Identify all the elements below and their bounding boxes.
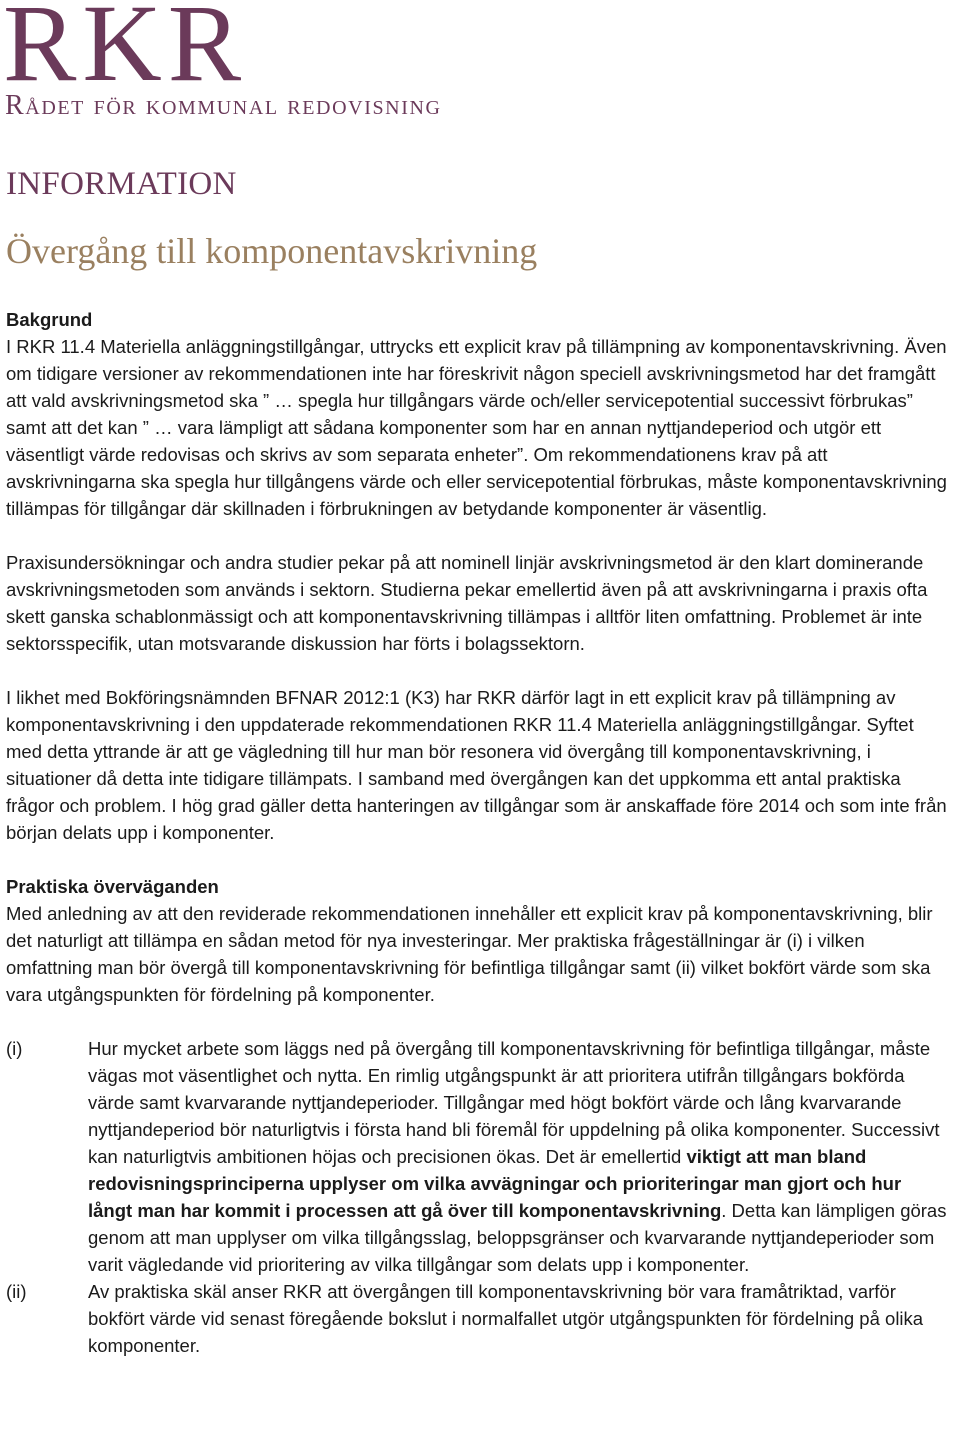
paragraph-bakgrund-1: I RKR 11.4 Materiella anläggningstillgångar, uttrycks ett explicit krav på tillämpning av komponentavskrivning. Även om tidigare versioner av rekommendationen inte har föreskrivit någon speciell avskrivningsmetod har det framgått att vald avskrivningsmetod ska ” … spegla hur tillgångars värde och/eller servicepotential successivt förbrukas” samt att det kan ” … vara lämpligt att sådana komponenter som har en annan nyttjandeperiod och utgör ett väsentligt värde redovisas och skrivs av som separata enheter”. Om rekommendationens krav på att avskrivningarna ska spegla hur tillgångens värde och eller servicepotential förbrukas, måste komponentavskrivning tillämpas för tillgångar där skillnaden i förbrukningen av betydande komponenter är väsentlig. <box>6 336 947 519</box>
considerations-list <box>6 1035 950 1359</box>
paragraph-bakgrund-3: I likhet med Bokföringsnämnden BFNAR 2012:1 (K3) har RKR därför lagt in ett explicit krav på tillämpning av komponentavskrivning i den uppdaterade rekommendationen RKR 11.4 Materiella anläggningstillgångar. Syftet med detta yttrande är att ge vägledning till hur man bör resonera vid övergång till komponentavskrivning, i situationer då detta inte tidigare tillämpats. I samband med övergången kan det uppkomma ett antal praktiska frågor och problem. I hög grad gäller detta hanteringen av tillgångar som är anskaffade före 2014 och som inte från början delats upp i komponenter. <box>6 687 947 843</box>
list-marker: (ii) <box>6 1281 27 1302</box>
list-item-text-bold: viktigt att man bland redovisningsprinciperna upplyser om vilka avvägningar och prioriteringar man gjort och hur långt man har kommit i processen att gå över till komponentavskrivning <box>88 1146 902 1221</box>
paragraph-praktiska-1: Med anledning av att den reviderade rekommendationen innehåller ett explicit krav på komponentavskrivning, blir det naturligt att tillämpa en sådan metod för nya investeringar. Mer praktiska frågeställningar är (i) i vilken omfattning man bör övergå till komponentavskrivning för befintliga tillgångar samt (ii) vilket bokfört värde som ska vara utgångspunkten för fördelning på komponenter. <box>6 903 933 1005</box>
document-title: Övergång till komponentavskrivning <box>6 231 538 271</box>
list-item-text-plain: Hur mycket arbete som läggs ned på övergång till komponentavskrivning för befintliga tillgångar, måste vägas mot väsentlighet och nytta. En rimlig utgångspunkt är att prioritera utifrån tillgångars bokförda värde samt kvarvarande nyttjandeperioder. Tillgångar med högt bokfört värde och lång kvarvarande nyttjandeperiod bör naturligtvis i första hand bli föremål för uppdelning på olika komponenter. Successivt kan naturligtvis ambitionen höjas och precisionen ökas. Det är emellertid <box>88 1038 940 1167</box>
section-praktiska <box>6 873 950 1008</box>
rkr-logo: RKR <box>3 0 248 104</box>
list-marker: (i) <box>6 1038 23 1059</box>
section-bakgrund <box>6 306 950 846</box>
list-item <box>6 1278 950 1359</box>
document-body <box>6 306 950 1359</box>
organization-tagline: Rådet för kommunal redovisning <box>5 90 442 121</box>
heading-praktiska: Praktiska överväganden <box>6 876 219 897</box>
list-item-text <box>88 1278 950 1359</box>
list-item-text-plain-end: . Detta kan lämpligen göras genom att man upplyser om vilka tillgångsslag, beloppsgränser och kvarvarande nyttjandeperioder som varit vägledande vid prioritering av vilka tillgångar som delats upp i komponenter. <box>88 1200 947 1275</box>
heading-bakgrund: Bakgrund <box>6 309 93 330</box>
list-item-text <box>88 1035 950 1278</box>
paragraph-bakgrund-2: Praxisundersökningar och andra studier pekar på att nominell linjär avskrivningsmetod är den klart dominerande avskrivningsmetoden som används i sektorn. Studierna pekar emellertid även på att avskrivningarna i praxis ofta skett ganska schablonmässigt och att komponentavskrivning tillämpas i alltför liten omfattning. Problemet är inte sektorsspecifik, utan motsvarande diskussion har förts i bolagssektorn. <box>6 552 928 654</box>
list-item-text-plain: Av praktiska skäl anser RKR att övergången till komponentavskrivning bör vara framåtriktad, varför bokfört värde vid senast föregående bokslut i normalfallet utgör utgångspunkten för fördelning på olika komponenter. <box>88 1281 924 1356</box>
document-type-label: INFORMATION <box>6 166 237 202</box>
list-item <box>6 1035 950 1278</box>
